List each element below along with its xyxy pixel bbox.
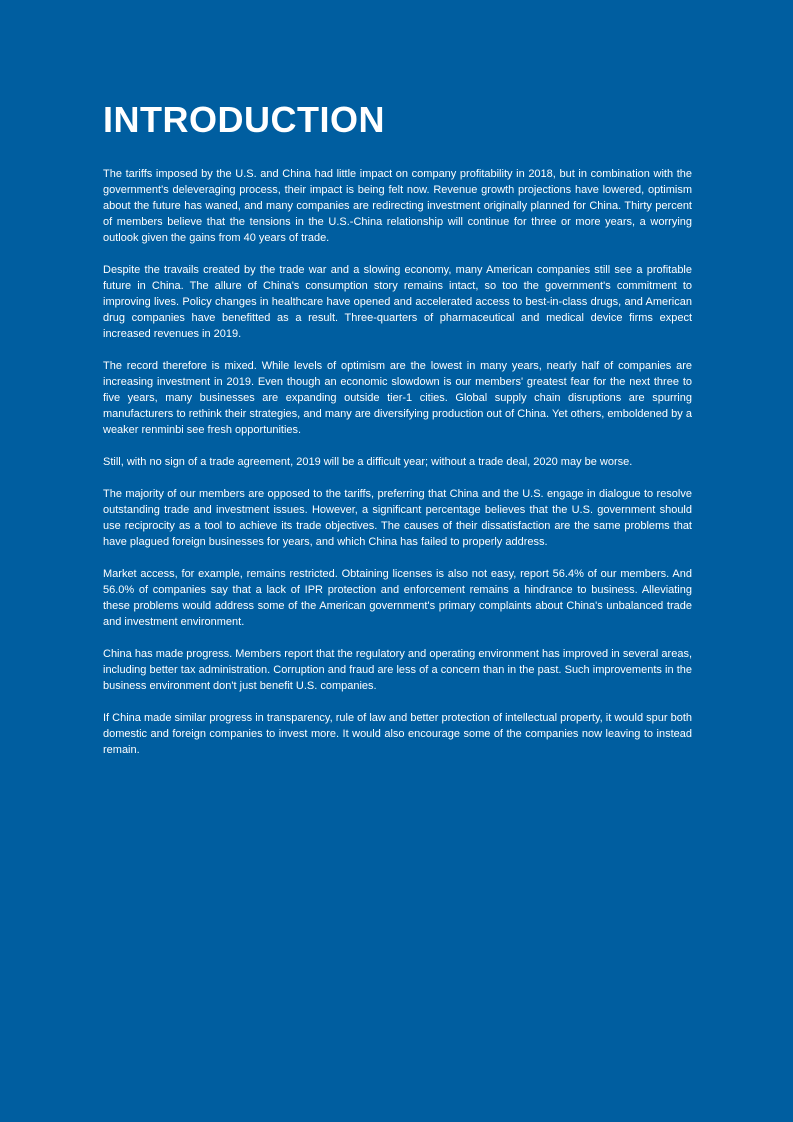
paragraph: Despite the travails created by the trade war and a slowing economy, many American companies still see a profitable future in China. The allure of China's consumption story remains intact, so too the government's commitment to improving lives. Policy changes in healthcare have opened and accelerated access to best-in-class drugs, and American drug companies have benefitted as a result. Three-quarters of pharmaceutical and medical device firms expect increased revenues in 2019. xyxy=(103,264,692,340)
paragraph: The tariffs imposed by the U.S. and China had little impact on company profitability in 2018, but in combination with the government's deleveraging process, their impact is being felt now. Revenue growth projections have lowered, optimism about the future has waned, and many companies are redirecting investment originally planned for China. Thirty percent of members believe that the tensions in the U.S.-China relationship will continue for three or more years, a worrying outlook given the gains from 40 years of trade. xyxy=(103,168,692,244)
paragraph: Market access, for example, remains restricted. Obtaining licenses is also not easy, report 56.4% of our members. And 56.0% of companies say that a lack of IPR protection and enforcement remains a hindrance to business. Alleviating these problems would address some of the American government's primary complaints about China's unbalanced trade and investment environment. xyxy=(103,568,692,628)
content-area xyxy=(103,99,692,774)
paragraph: Still, with no sign of a trade agreement, 2019 will be a difficult year; without a trade deal, 2020 may be worse. xyxy=(103,456,633,468)
paragraph: The majority of our members are opposed to the tariffs, preferring that China and the U.S. engage in dialogue to resolve outstanding trade and investment issues. However, a significant percentage believes that the U.S. government should use reciprocity as a tool to achieve its trade objectives. The causes of their dissatisfaction are the same problems that have plagued foreign businesses for years, and which China has failed to properly address. xyxy=(103,488,692,548)
paragraph: If China made similar progress in transparency, rule of law and better protection of intellectual property, it would spur both domestic and foreign companies to invest more. It would also encourage some of the companies now leaving to instead remain. xyxy=(103,712,692,756)
paragraph: The record therefore is mixed. While levels of optimism are the lowest in many years, nearly half of companies are increasing investment in 2019. Even though an economic slowdown is our members' greatest fear for the next three to five years, many businesses are expanding outside tier-1 cities. Global supply chain disruptions are spurring manufacturers to rethink their strategies, and many are diversifying production out of China. Yet others, emboldened by a weaker renminbi see fresh opportunities. xyxy=(103,360,692,436)
paragraph: China has made progress. Members report that the regulatory and operating environment has improved in several areas, including better tax administration. Corruption and fraud are less of a concern than in the past. Such improvements in the business environment don't just benefit U.S. companies. xyxy=(103,648,692,692)
page-title: INTRODUCTION xyxy=(103,99,385,140)
